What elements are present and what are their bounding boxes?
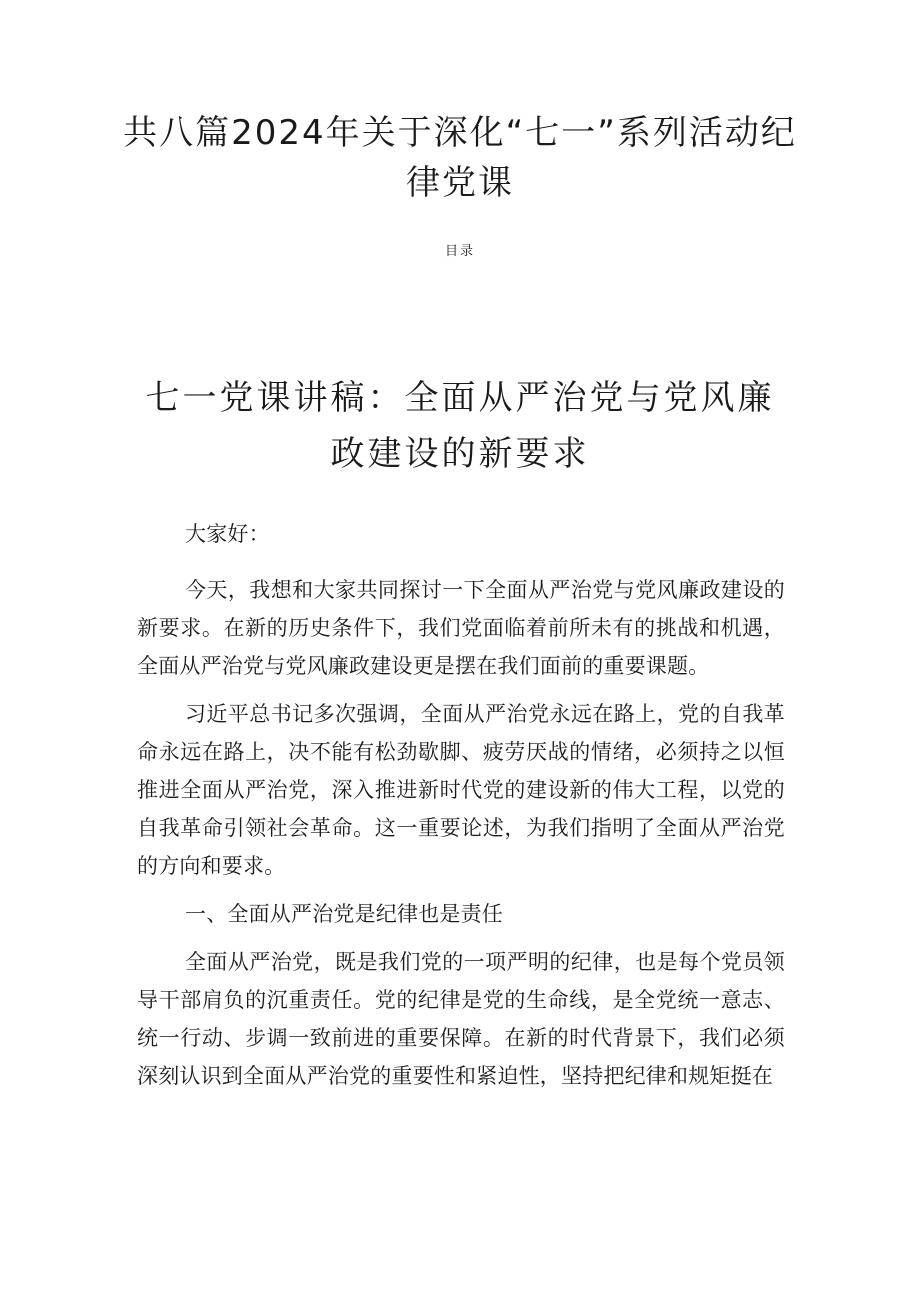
toc-label: 目录 bbox=[444, 244, 475, 259]
section-title: 七一党课讲稿：全面从严治党与党风廉政建设的新要求 bbox=[145, 378, 775, 474]
body-paragraph: 习近平总书记多次强调，全面从严治党永远在路上，党的自我革命永远在路上，决不能有松劲歇脚、疲劳厌战的情绪，必须持之以恒推进全面从严治党，深入推进新时代党的建设新的伟大工程，以党的自我革命引领社会革命。这一重要论述，为我们指明了全面从严治党的方向和要求。 bbox=[137, 702, 785, 878]
document-title: 共八篇2024年关于深化“七一”系列活动纪律党课 bbox=[123, 113, 797, 203]
subsection-heading: 一、全面从严治党是纪律也是责任 bbox=[185, 902, 503, 926]
greeting-paragraph: 大家好： bbox=[185, 522, 270, 546]
body-paragraph: 全面从严治党，既是我们党的一项严明的纪律，也是每个党员领导干部肩负的沉重责任。党的纪律是党的生命线，是全党统一意志、统一行动、步调一致前进的重要保障。在新的时代背景下，我们必须深刻认识到全面从严治党的重要性和紧迫性，坚持把纪律和规矩挺在 bbox=[137, 950, 785, 1088]
body-paragraph: 今天，我想和大家共同探讨一下全面从严治党与党风廉政建设的新要求。在新的历史条件下，我们党面临着前所未有的挑战和机遇，全面从严治党与党风廉政建设更是摆在我们面前的重要课题。 bbox=[137, 578, 785, 678]
body-text bbox=[137, 515, 785, 1105]
